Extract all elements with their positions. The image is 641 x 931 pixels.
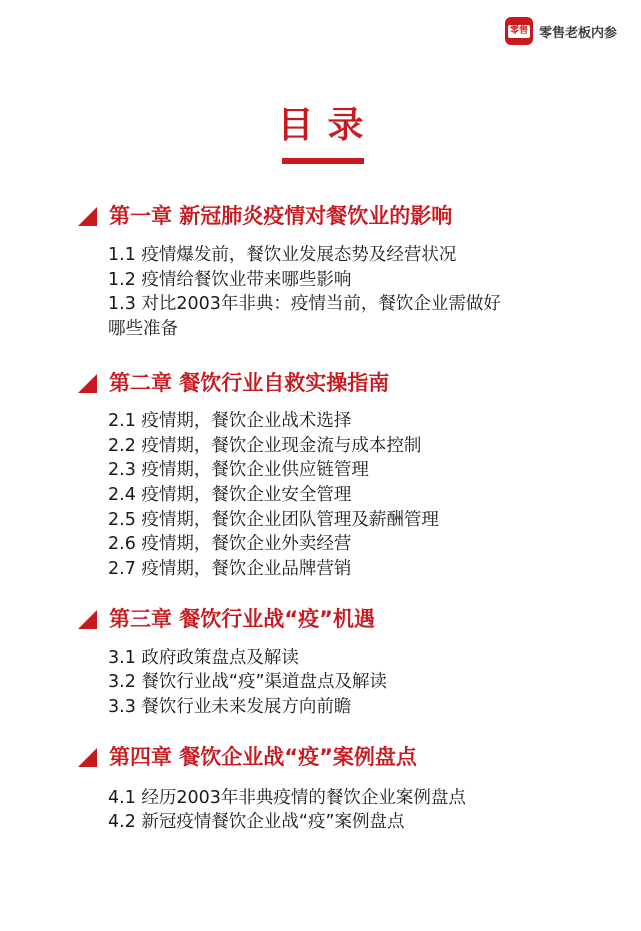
brand-logo-text: 零售 [509,25,528,36]
triangle-marker-icon [78,748,97,767]
toc-item-1-1: 1.1 疫情爆发前，餐饮业发展态势及经营状况 [108,245,457,265]
toc-item-2-2: 2.2 疫情期，餐饮企业现金流与成本控制 [108,436,422,456]
chapter-1-heading [78,202,452,230]
page-title: 目录 [277,105,378,146]
toc-item-1-3: 1.3 对比2003年非典：疫情当前，餐饮企业需做好 [108,294,501,314]
toc-item-4-2: 4.2 新冠疫情餐饮企业战“疫”案例盘点 [108,812,405,832]
triangle-marker-icon [78,610,97,629]
toc-item-2-3: 2.3 疫情期，餐饮企业供应链管理 [108,460,369,480]
chapter-2-heading [78,369,389,397]
title-underline [282,158,364,164]
toc-item-1-3-cont: 哪些准备 [108,319,178,339]
triangle-marker-icon [78,207,97,226]
toc-item-2-6: 2.6 疫情期，餐饮企业外卖经营 [108,534,352,554]
brand-name: 零售老板内参 [538,25,617,41]
triangle-marker-icon [78,374,97,393]
toc-item-2-7: 2.7 疫情期，餐饮企业品牌营销 [108,559,352,579]
brand [505,17,617,45]
toc-item-3-2: 3.2 餐饮行业战“疫”渠道盘点及解读 [108,672,388,692]
chapter-4-title: 第四章 餐饮企业战“疫”案例盘点 [109,745,417,769]
toc-item-2-4: 2.4 疫情期，餐饮企业安全管理 [108,485,352,505]
toc-item-2-1: 2.1 疫情期，餐饮企业战术选择 [108,411,352,431]
toc-item-3-3: 3.3 餐饮行业未来发展方向前瞻 [108,697,352,717]
toc-item-2-5: 2.5 疫情期，餐饮企业团队管理及薪酬管理 [108,510,439,530]
toc-item-4-1: 4.1 经历2003年非典疫情的餐饮企业案例盘点 [108,788,466,808]
toc-item-1-2: 1.2 疫情给餐饮业带来哪些影响 [108,270,352,290]
title-block [0,106,641,164]
chapter-1-title: 第一章 新冠肺炎疫情对餐饮业的影响 [109,204,453,228]
chapter-2-title: 第二章 餐饮行业自救实操指南 [109,371,390,395]
brand-logo-icon [505,17,533,45]
chapter-3-heading [78,605,375,633]
chapter-3-title: 第三章 餐饮行业战“疫”机遇 [109,607,375,631]
toc-item-3-1: 3.1 政府政策盘点及解读 [108,648,299,668]
chapter-4-heading [78,743,417,771]
